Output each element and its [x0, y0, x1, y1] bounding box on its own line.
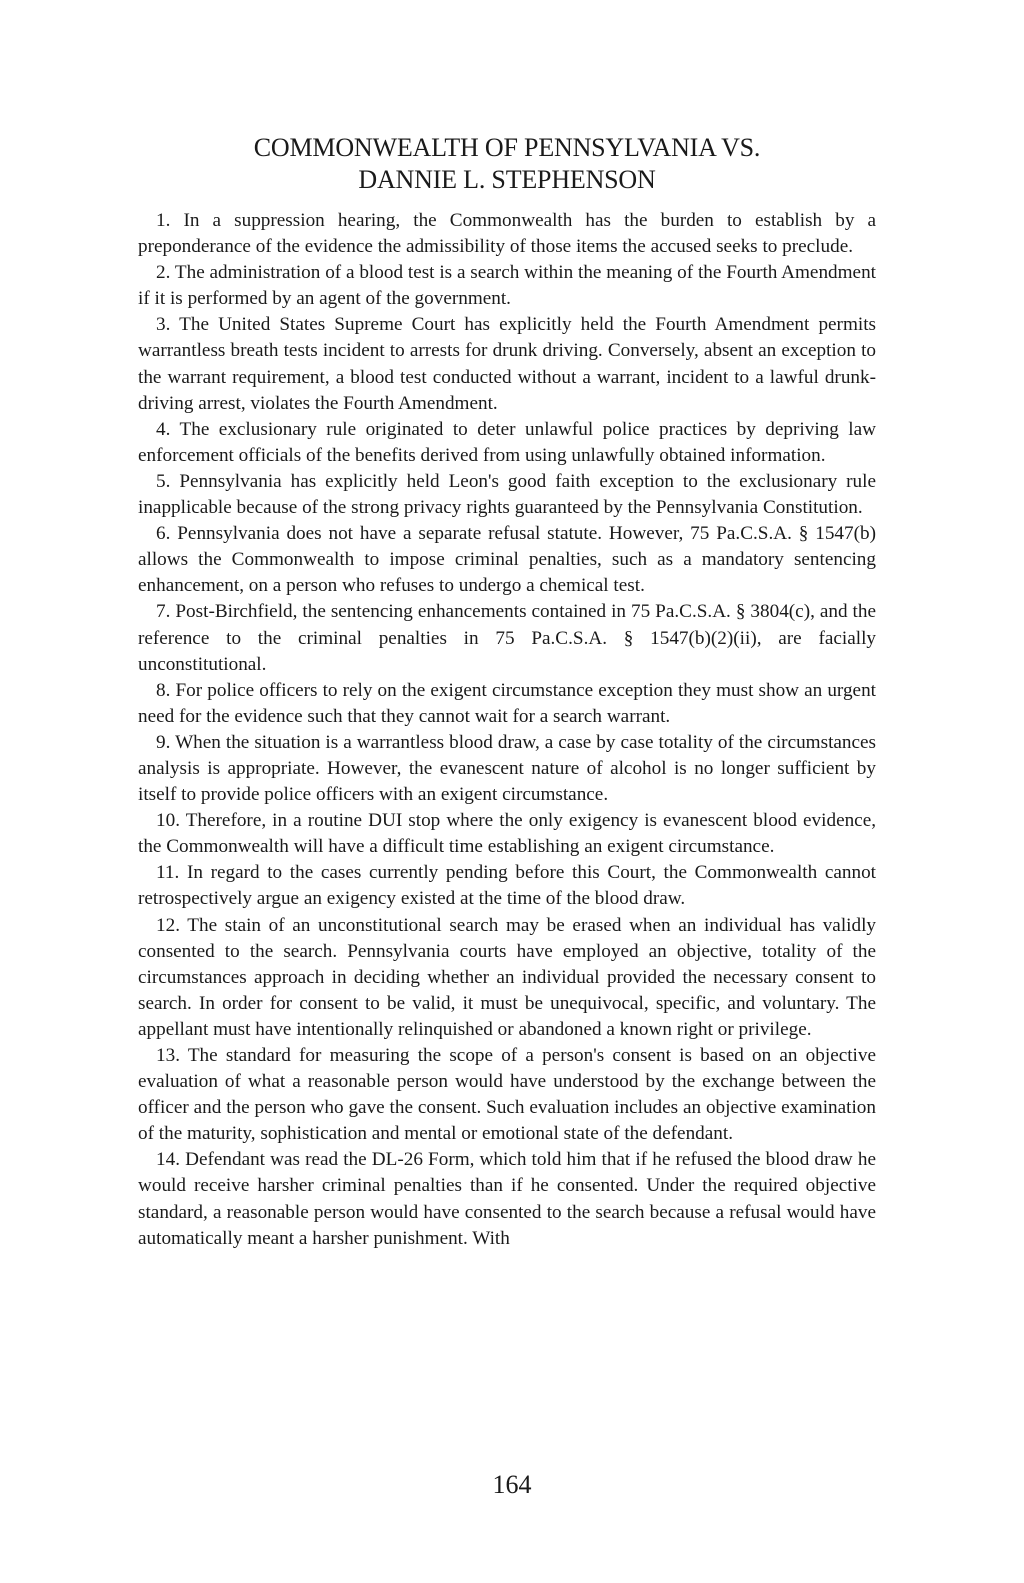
- headnote-number: 10.: [156, 810, 180, 832]
- headnote-8: [138, 678, 876, 730]
- headnote-5: [138, 469, 876, 521]
- headnote-text: Post-Birchfield, the sentencing enhancements contained in 75 Pa.C.S.A. § 3804(c), and the reference to the criminal penalties in 75 Pa.C.S.A. § 1547(b)(2)(ii), are facially unconstitutional.: [138, 601, 876, 675]
- headnote-text: The standard for measuring the scope of a person's consent is based on an objective evaluation of what a reasonable person would have understood by the exchange between the officer and the person who gave the consent. Such evaluation includes an objective examination of the maturity, sophistication and mental or emotional state of the defendant.: [138, 1045, 876, 1145]
- headnote-text: In regard to the cases currently pending before this Court, the Commonwealth cannot retrospectively argue an exigency existed at the time of the blood draw.: [138, 862, 876, 910]
- headnote-number: 9.: [156, 731, 171, 753]
- headnote-6: [138, 521, 876, 599]
- headnote-number: 12.: [156, 914, 180, 936]
- headnote-1: [138, 208, 876, 260]
- headnote-10: [138, 808, 876, 860]
- page-number: 164: [492, 1470, 532, 1499]
- headnote-2: [138, 260, 876, 312]
- headnote-number: 8.: [156, 679, 171, 701]
- case-title-line-1: COMMONWEALTH OF PENNSYLVANIA VS.: [253, 133, 761, 162]
- case-title-line-2: DANNIE L. STEPHENSON: [358, 165, 656, 194]
- headnote-number: 14.: [156, 1149, 180, 1171]
- headnote-4: [138, 417, 876, 469]
- headnote-12: [138, 913, 876, 1043]
- headnote-text: Pennsylvania has explicitly held Leon's good faith exception to the exclusionary rule inapplicable because of the strong privacy rights guaranteed by the Pennsylvania Constitution.: [138, 470, 877, 519]
- headnote-number: 5.: [156, 470, 171, 492]
- headnote-text: The administration of a blood test is a search within the meaning of the Fourth Amendment if it is performed by an agent of the government.: [138, 262, 876, 310]
- headnote-3: [138, 312, 876, 416]
- headnote-number: 2.: [156, 262, 171, 284]
- case-title: [138, 132, 876, 196]
- headnote-text: For police officers to rely on the exigent circumstance exception they must show an urgent need for the evidence such that they cannot wait for a search warrant.: [138, 679, 876, 727]
- headnote-number: 13.: [156, 1045, 180, 1066]
- headnote-number: 11.: [156, 862, 180, 884]
- headnote-text: Defendant was read the DL-26 Form, which told him that if he refused the blood draw he would receive harsher criminal penalties than if he consented. Under the required objective standard, a reasonable person would have consented to the search because a refusal would have automatically meant a harsher punishment. With: [138, 1149, 876, 1249]
- headnote-number: 3.: [156, 314, 171, 336]
- headnotes: [138, 208, 876, 1252]
- headnote-number: 6.: [156, 523, 171, 545]
- headnote-text: The stain of an unconstitutional search may be erased when an individual has validly consented to the search. Pennsylvania courts have employed an objective, totality of the circumstances approach in deciding whether an individual provided the necessary consent to search. In order for consent to be valid, it must be unequivocal, specific, and voluntary. The appellant must have intentionally relinquished or abandoned a known right or privilege.: [138, 914, 877, 1040]
- headnote-11: [138, 860, 876, 912]
- headnote-text: The United States Supreme Court has explicitly held the Fourth Amendment permits warrantless breath tests incident to arrests for drunk driving. Conversely, absent an exception to the warrant requirement, a blood test conducted without a warrant, incident to a lawful drunk-driving arrest, violates the Fourth Amendment.: [138, 314, 876, 414]
- headnote-number: 4.: [156, 418, 171, 440]
- headnote-text: When the situation is a warrantless blood draw, a case by case totality of the circumstances analysis is appropriate. However, the evanescent nature of alcohol is no longer sufficient by itself to provide police officers with an exigent circumstance.: [138, 731, 877, 806]
- headnote-text: The exclusionary rule originated to deter unlawful police practices by depriving law enforcement officials of the benefits derived from using unlawfully obtained information.: [138, 418, 877, 466]
- headnote-text: Pennsylvania does not have a separate refusal statute. However, 75 Pa.C.S.A. § 1547(b) allows the Commonwealth to impose criminal penalties, such as a mandatory sentencing enhancement, on a person who refuses to undergo a chemical test.: [138, 523, 876, 597]
- headnote-text: In a suppression hearing, the Commonwealth has the burden to establish by a preponderance of the evidence the admissibility of those items the accused seeks to preclude.: [138, 210, 877, 258]
- headnote-number: 7.: [156, 601, 171, 623]
- headnote-text: Therefore, in a routine DUI stop where the only exigency is evanescent blood evidence, the Commonwealth will have a difficult time establishing an exigent circumstance.: [138, 810, 877, 858]
- headnote-number: 1.: [156, 210, 171, 231]
- document-page: [138, 132, 876, 1252]
- headnote-14: [138, 1147, 876, 1251]
- headnote-9: [138, 730, 876, 808]
- headnote-13: [138, 1043, 876, 1147]
- headnote-7: [138, 599, 876, 677]
